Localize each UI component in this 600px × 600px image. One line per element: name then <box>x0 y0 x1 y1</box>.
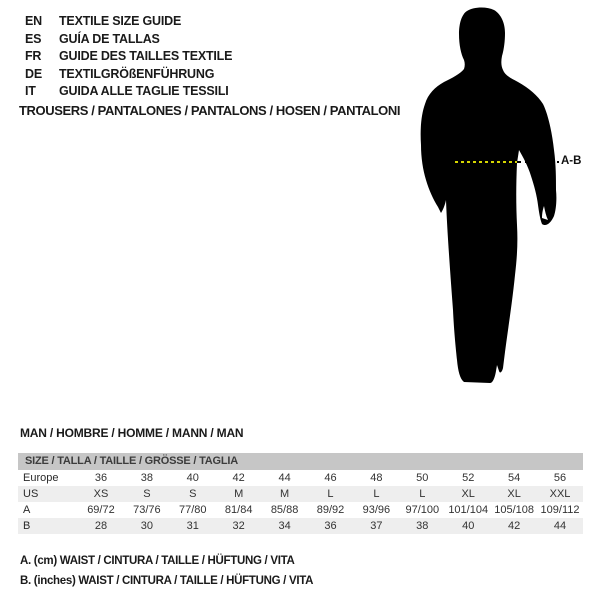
table-cell: 36 <box>94 472 108 484</box>
table-cell: 81/84 <box>224 504 253 516</box>
table-cell: XS <box>93 488 109 500</box>
table-cell: 52 <box>462 472 475 484</box>
man-silhouette-icon <box>400 0 600 420</box>
language-label: GUÍA DE TALLAS <box>59 31 160 46</box>
table-cell: L <box>373 488 380 500</box>
table-cell: 38 <box>140 472 153 484</box>
table-cell: 101/104 <box>448 504 489 516</box>
language-row <box>25 13 232 31</box>
footnote-b: B. (inches) WAIST / CINTURA / TAILLE / HÜFTUNG / VITA <box>20 574 314 587</box>
language-code: EN <box>25 14 42 28</box>
waist-measure-line-extension <box>517 161 559 163</box>
table-cell: M <box>279 488 290 500</box>
table-cell: 32 <box>232 520 245 532</box>
table-cell: L <box>419 488 426 500</box>
table-cell: 40 <box>462 520 475 532</box>
table-cell: 56 <box>553 472 567 484</box>
footnote-a: A. (cm) WAIST / CINTURA / TAILLE / HÜFTUNG / VITA <box>20 555 295 567</box>
table-row <box>18 470 583 486</box>
table-cell: 28 <box>94 520 108 532</box>
table-cell: 44 <box>553 520 567 532</box>
figure-man <box>400 0 600 420</box>
language-row <box>25 83 232 101</box>
table-cell: 44 <box>278 472 291 484</box>
row-label: B <box>23 520 31 532</box>
table-cell: S <box>143 488 151 500</box>
table-cell: 42 <box>507 520 521 532</box>
language-label: TEXTILE SIZE GUIDE <box>59 14 182 28</box>
language-row <box>25 66 232 84</box>
table-cell: 73/76 <box>133 504 161 516</box>
table-cell: 77/80 <box>179 504 207 516</box>
language-row <box>25 31 232 49</box>
table-cell: 36 <box>324 520 337 532</box>
table-cell: 54 <box>507 472 521 484</box>
language-code: FR <box>25 49 42 64</box>
footnotes <box>20 552 313 591</box>
product-title: TROUSERS / PANTALONES / PANTALONS / HOSEN / PANTALONI <box>19 103 401 118</box>
table-cell: 89/92 <box>316 504 345 516</box>
table-cell: XL <box>461 488 475 500</box>
section-title-man: MAN / HOMBRE / HOMME / MANN / MAN <box>20 426 244 440</box>
row-label: A <box>23 504 31 516</box>
table-row <box>18 486 583 502</box>
language-label: GUIDA ALLE TAGLIE TESSILI <box>59 84 229 99</box>
table-cell: 50 <box>416 472 429 484</box>
table-cell: 93/96 <box>362 504 391 516</box>
table-cell: 40 <box>186 472 199 484</box>
size-table-body <box>18 470 583 534</box>
table-cell: M <box>234 488 244 500</box>
language-label: TEXTILGRÖßENFÜHRUNG <box>59 66 215 81</box>
table-cell: 85/88 <box>270 504 299 516</box>
table-row <box>18 502 583 518</box>
table-cell: 30 <box>140 520 153 532</box>
table-cell: 69/72 <box>87 504 115 516</box>
language-label: GUIDE DES TAILLES TEXTILE <box>59 49 233 64</box>
size-table <box>18 470 583 534</box>
language-code: DE <box>25 66 42 81</box>
language-code: ES <box>25 31 42 46</box>
waist-measure-line-on-body <box>455 161 517 163</box>
language-code: IT <box>25 84 36 99</box>
table-cell: 34 <box>278 520 291 532</box>
language-row <box>25 48 232 66</box>
table-cell: L <box>327 488 334 500</box>
table-cell: 42 <box>232 472 245 484</box>
table-cell: S <box>189 488 197 500</box>
measure-label: A-B <box>561 155 582 167</box>
table-cell: 97/100 <box>405 504 440 516</box>
table-cell: 48 <box>370 472 383 484</box>
table-cell: 109/112 <box>540 504 580 516</box>
row-label: US <box>23 488 39 500</box>
table-cell: 46 <box>324 472 337 484</box>
table-cell: XXL <box>549 488 571 500</box>
row-label: Europe <box>23 472 59 484</box>
table-cell: 31 <box>186 520 199 532</box>
table-row <box>18 518 583 534</box>
language-list <box>25 13 232 101</box>
size-table-header: SIZE / TALLA / TAILLE / GRÖSSE / TAGLIA <box>18 453 583 470</box>
table-cell: 105/108 <box>494 504 534 516</box>
table-cell: XL <box>507 488 521 500</box>
table-cell: 38 <box>416 520 429 532</box>
table-cell: 37 <box>370 520 383 532</box>
